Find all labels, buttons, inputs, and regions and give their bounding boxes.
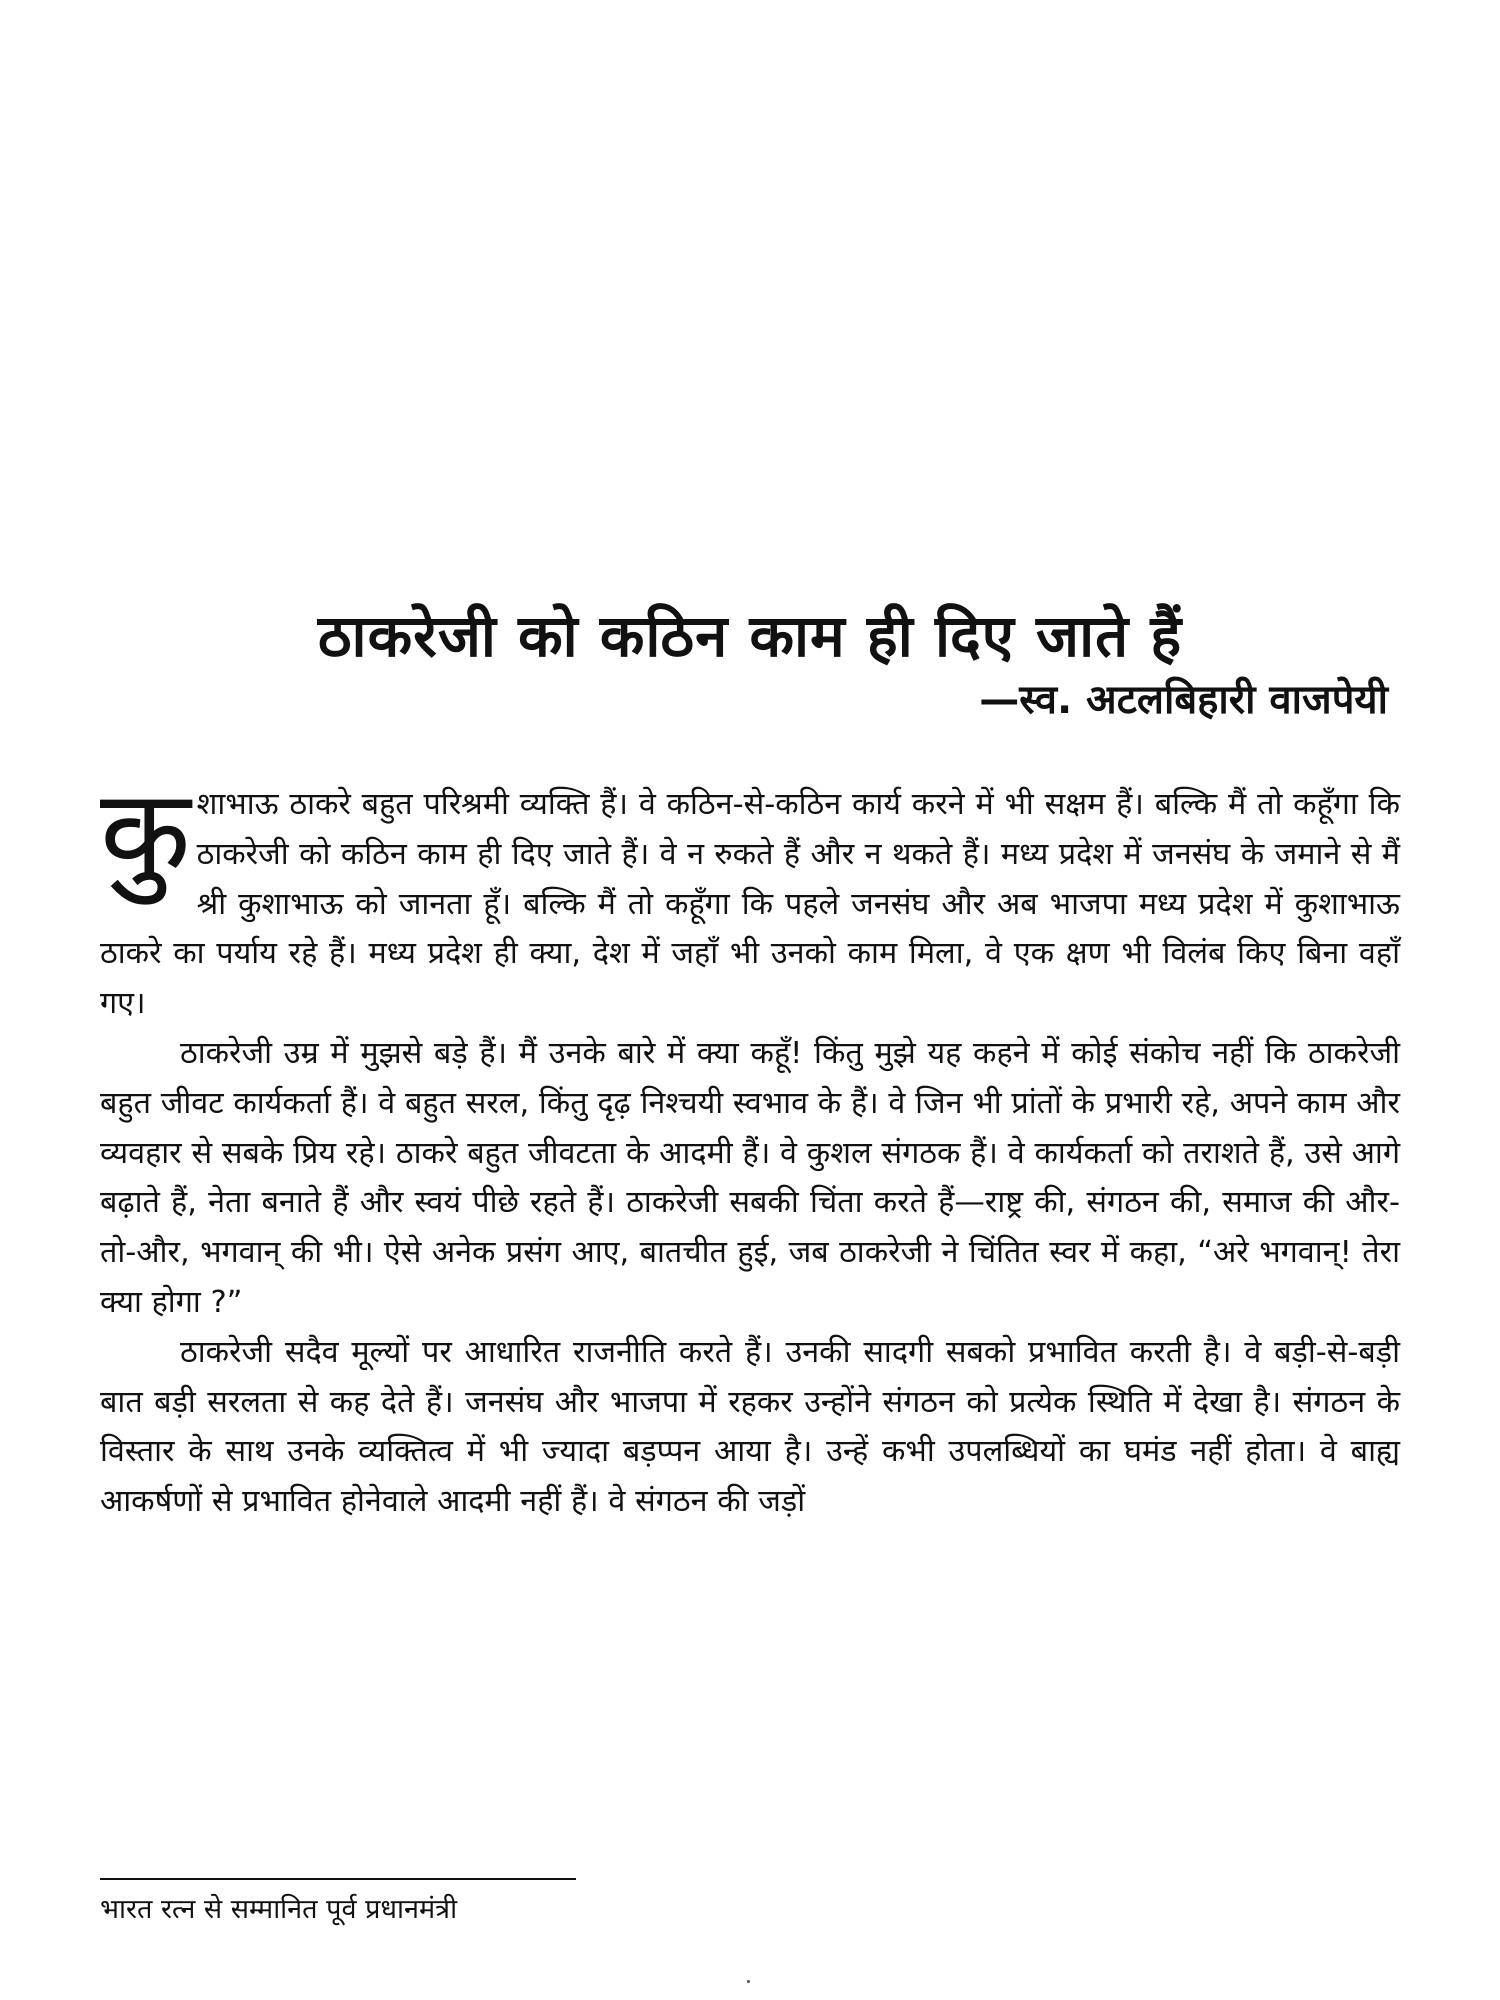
paragraph-3: ठाकरेजी सदैव मूल्यों पर आधारित राजनीति करते हैं। उनकी सादगी सबको प्रभावित करती है। वे बड़ी-से-बड़ी बात बड़ी सरलता से कह देते हैं। जनसंघ और भाजपा में रहकर उन्होंने संगठन को प्रत्येक स्थिति में देखा है। संगठन के विस्तार के साथ उनके व्यक्तित्व में भी ज्यादा बड़प्पन आया है। उन्हें कभी उपलब्धियों का घमंड नहीं होता। वे बाह्य आकर्षणों से प्रभावित होनेवाले आदमी नहीं हैं। वे संगठन की जड़ों: [100, 1334, 1400, 1520]
paragraph-1: [100, 763, 1400, 1029]
paragraph-2: ठाकरेजी उम्र में मुझसे बड़े हैं। मैं उनके बारे में क्या कहूँ! किंतु मुझे यह कहने में कोई संकोच नहीं कि ठाकरेजी बहुत जीवट कार्यकर्ता हैं। वे बहुत सरल, किंतु दृढ़ निश्चयी स्वभाव के हैं। वे जिन भी प्रांतों के प्रभारी रहे, अपने काम और व्यवहार से सबके प्रिय रहे। ठाकरे बहुत जीवटता के आदमी हैं। वे कुशल संगठक हैं। वे कार्यकर्ता को तराशते हैं, उसे आगे बढ़ाते हैं, नेता बनाते हैं और स्वयं पीछे रहते हैं। ठाकरेजी सबकी चिंता करते हैं—राष्ट्र की, संगठन की, समाज की और-तो-और, भगवान् की भी। ऐसे अनेक प्रसंग आए, बातचीत हुई, जब ठाकरेजी ने चिंतित स्वर में कहा, “अरे भगवान्! तेरा क्या होगा ?”: [100, 1035, 1400, 1320]
drop-cap: कु: [100, 763, 191, 901]
scan-speck: [747, 1980, 750, 1983]
footnote-divider: [100, 1878, 576, 1880]
footnote: भारत रत्न से सम्मानित पूर्व प्रधानमंत्री: [100, 1894, 458, 1925]
chapter-author: —स्व. अटलबिहारी वाजपेयी: [979, 677, 1388, 723]
paragraph-1-text: शाभाऊ ठाकरे बहुत परिश्रमी व्यक्ति हैं। वे कठिन-से-कठिन कार्य करने में भी सक्षम हैं। बल्कि मैं तो कहूँगा कि ठाकरेजी को कठिन काम ही दिए जाते हैं। वे न रुकते हैं और न थकते हैं। मध्य प्रदेश में जनसंघ के जमाने से मैं श्री कुशाभाऊ को जानता हूँ। बल्कि मैं तो कहूँगा कि पहले जनसंघ और अब भाजपा मध्य प्रदेश में कुशाभाऊ ठाकरे का पर्याय रहे हैं। मध्य प्रदेश ही क्या, देश में जहाँ भी उनको काम मिला, वे एक क्षण भी विलंब किए बिना वहाँ गए।: [100, 787, 1400, 1022]
chapter-title: ठाकरेजी को कठिन काम ही दिए जाते हैं: [317, 601, 1183, 670]
chapter-body: [100, 763, 1400, 1527]
